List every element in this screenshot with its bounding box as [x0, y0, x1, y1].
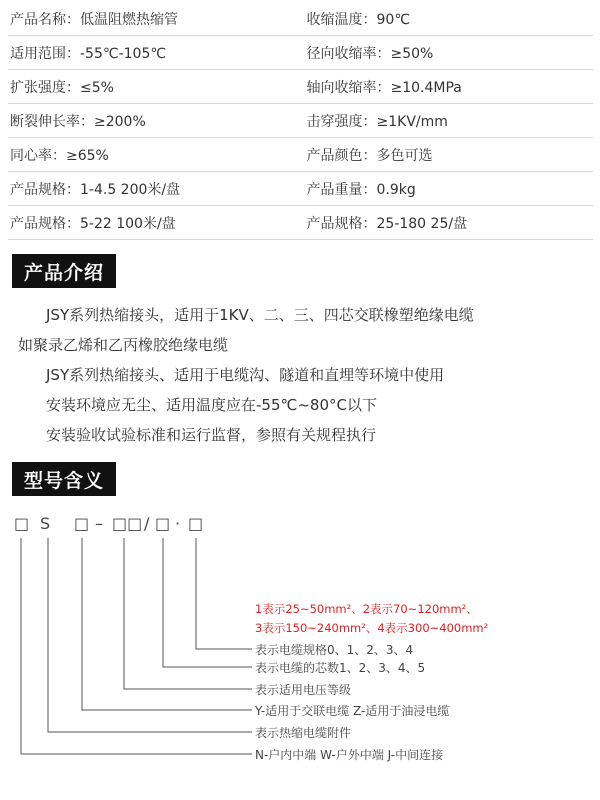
intro-line: 安装环境应无尘、适用温度应在-55℃~80°C以下	[46, 396, 377, 414]
spec-left: 产品规格：1-4.5 200米/盘	[10, 181, 181, 198]
model-heading: 型号含义	[12, 462, 116, 496]
spec-row	[8, 104, 593, 138]
code-slash: /	[144, 514, 150, 533]
intro-body	[18, 300, 593, 450]
spec-right: 产品重量：0.9kg	[306, 181, 416, 198]
intro-line: 如聚录乙烯和乙丙橡胶绝缘电缆	[18, 336, 229, 354]
spec-left: 同心率：≥65%	[10, 147, 109, 164]
spec-right: 产品颜色：多色可选	[306, 147, 433, 164]
explanation: 表示电缆规格0、1、2、3、4	[255, 643, 414, 657]
code-dot: ·	[175, 514, 181, 533]
intro-line: 安装验收试验标准和运行监督，参照有关规程执行	[46, 426, 377, 444]
intro-line: JSY系列热缩接头，适用于1KV、二、三、四芯交联橡塑绝缘电缆	[46, 306, 474, 324]
code-box: □	[74, 514, 90, 533]
spec-row	[8, 70, 593, 104]
spec-right: 产品规格：25-180 25/盘	[306, 215, 468, 232]
spec-right: 径向收缩率：≥50%	[306, 45, 434, 62]
explanation: Y-适用于交联电缆 Z-适用于油浸电缆	[255, 704, 450, 718]
spec-table	[8, 2, 593, 240]
spec-row	[8, 138, 593, 172]
intro-line: JSY系列热缩接头、适用于电缆沟、隧道和直埋等环境中使用	[46, 366, 445, 384]
spec-right: 击穿强度：≥1KV/mm	[306, 113, 448, 130]
spec-left: 产品名称：低温阻燃热缩管	[10, 11, 178, 28]
explanation: 表示热缩电缆附件	[255, 726, 352, 740]
red-note: 3表示150~240mm²、4表示300~400mm²	[255, 621, 489, 635]
explanation: 表示电缆的芯数1、2、3、4、5	[255, 661, 426, 675]
spec-left: 产品规格：5-22 100米/盘	[10, 215, 176, 232]
code-dash: –	[95, 514, 103, 533]
intro-heading: 产品介绍	[12, 254, 116, 288]
code-box: □	[188, 514, 204, 533]
spec-left: 适用范围：-55℃-105℃	[10, 45, 167, 62]
code-box: □	[155, 514, 171, 533]
spec-left: 断裂伸长率：≥200%	[10, 113, 146, 130]
code-letter: S	[40, 514, 51, 533]
code-box: □	[14, 514, 30, 533]
red-note: 1表示25~50mm²、2表示70~120mm²、	[255, 602, 478, 616]
model-code-diagram	[0, 508, 600, 798]
code-box: □□	[112, 514, 143, 533]
explanation: 表示适用电压等级	[255, 683, 352, 697]
spec-left: 扩张强度：≤5%	[10, 79, 114, 96]
spec-row	[8, 172, 593, 206]
spec-row	[8, 2, 593, 36]
spec-right: 收缩温度：90℃	[306, 11, 411, 28]
spec-row	[8, 206, 593, 240]
explanation: N-户内中端 W-户外中端 J-中间连接	[255, 748, 444, 762]
spec-row	[8, 36, 593, 70]
spec-right: 轴向收缩率：≥10.4MPa	[306, 79, 462, 96]
